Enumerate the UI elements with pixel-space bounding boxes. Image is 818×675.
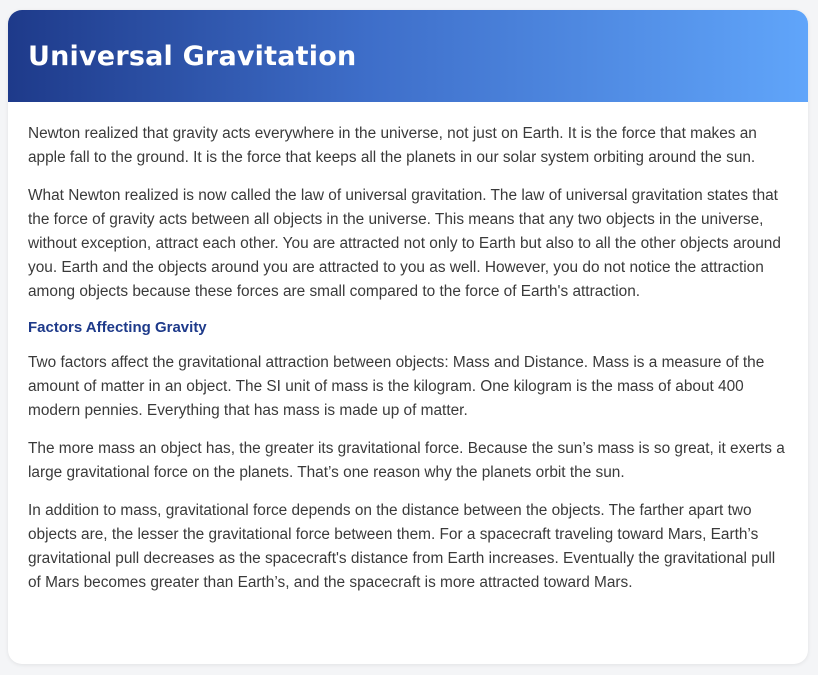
- article-body: [8, 102, 808, 595]
- section-heading: Factors Affecting Gravity: [28, 319, 207, 336]
- paragraph-distance: In addition to mass, gravitational force depends on the distance between the objects. The farther apart two objects are, the lesser the gravitational force between them. For a spacecraft traveling toward Mars, Earth’s gravitational pull decreases as the spacecraft's distance from Earth increases. Eventually the gravitational pull of Mars becomes greater than Earth’s, and the spacecraft is more attracted toward Mars.: [28, 502, 776, 591]
- article-header: [8, 10, 808, 102]
- paragraph-factors: Two factors affect the gravitational attraction between objects: Mass and Distance. Mass is a measure of the amount of matter in an object. The SI unit of mass is the kilogram. One kilogram is the mass of about 400 modern pennies. Everything that has mass is made up of matter.: [28, 354, 765, 419]
- page-title: Universal Gravitation: [28, 40, 357, 72]
- article-card: [8, 10, 808, 664]
- paragraph-law: What Newton realized is now called the law of universal gravitation. The law of universal gravitation states that the force of gravity acts between all objects in the universe. This means that any two objects in the universe, without exception, attract each other. You are attracted not only to Earth but also to all the other objects around you. Earth and the objects around you are attracted to you as well. However, you do not notice the attraction among objects because these forces are small compared to the force of Earth's attraction.: [28, 187, 781, 300]
- paragraph-mass: The more mass an object has, the greater its gravitational force. Because the sun’s mass is so great, it exerts a large gravitational force on the planets. That’s one reason why the planets orbit the sun.: [28, 440, 785, 481]
- paragraph-intro: Newton realized that gravity acts everywhere in the universe, not just on Earth. It is the force that makes an apple fall to the ground. It is the force that keeps all the planets in our solar system orbiting around the sun.: [28, 125, 757, 166]
